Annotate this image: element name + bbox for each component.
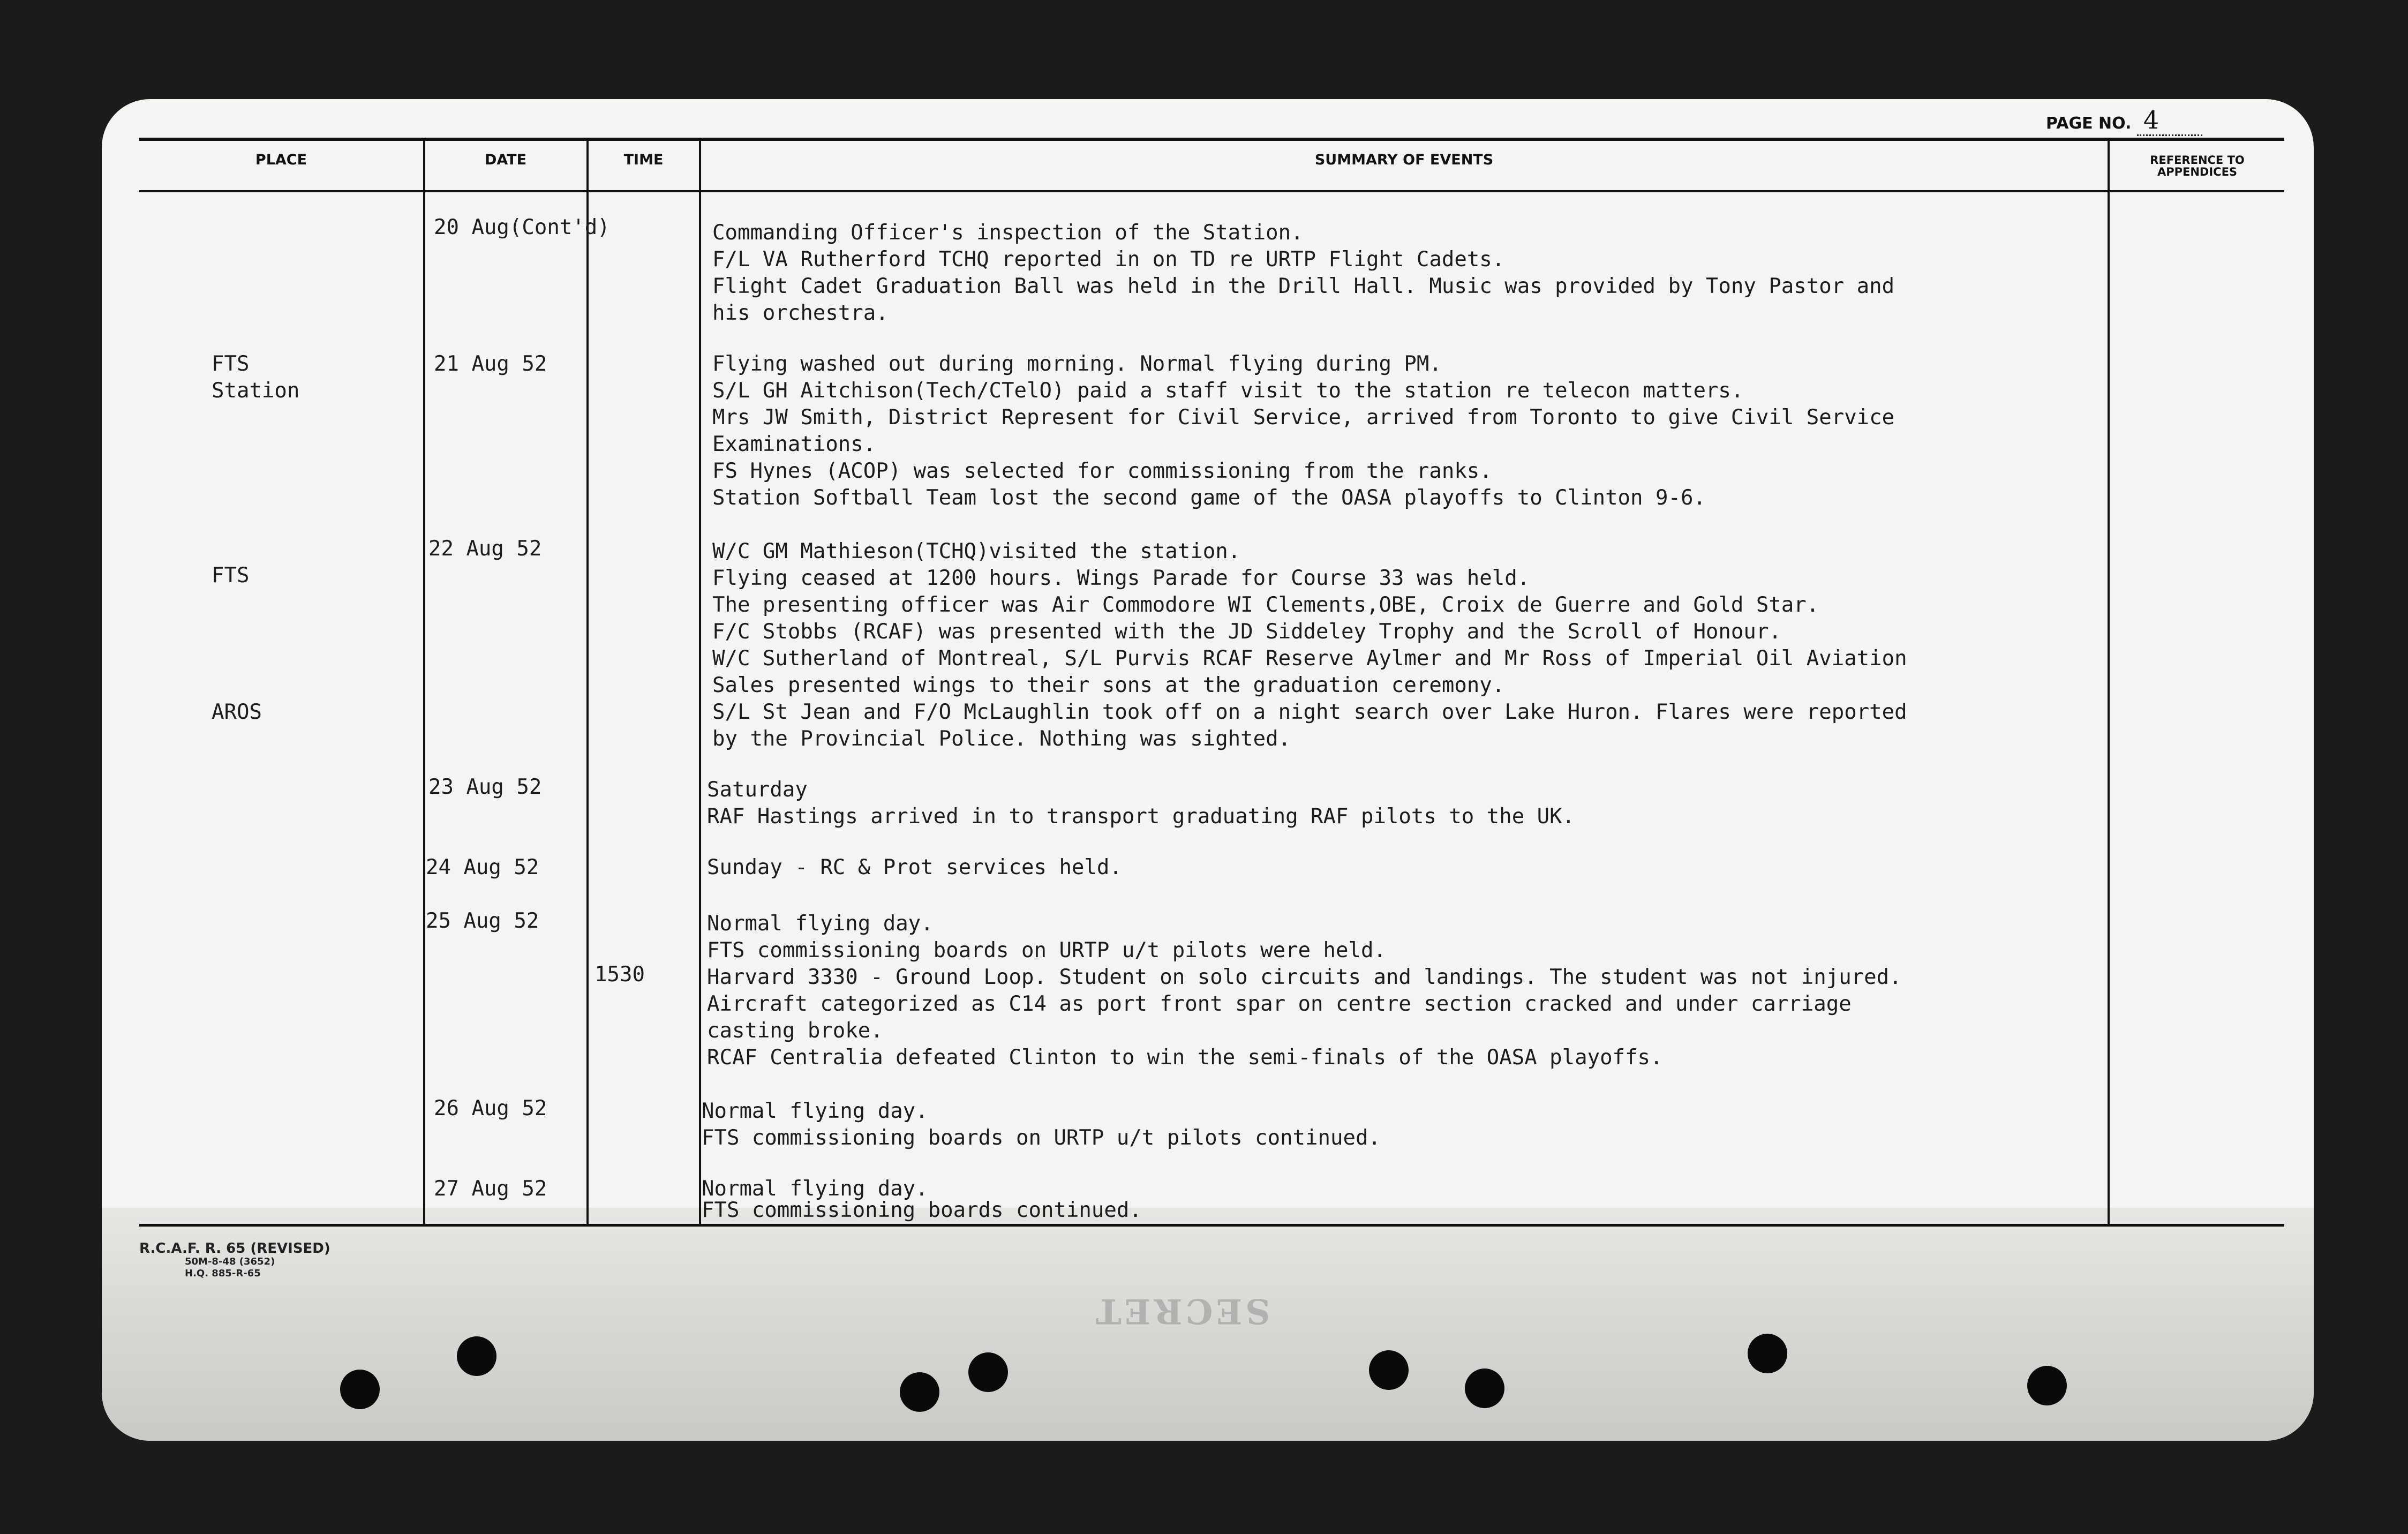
summary-line: W/C GM Mathieson(TCHQ)visited the station. (712, 539, 1241, 563)
summary-line: W/C Sutherland of Montreal, S/L Purvis RCAF Reserve Aylmer and Mr Ross of Imperial Oil Aviation (712, 646, 1907, 671)
punch-hole (1748, 1334, 1787, 1373)
summary-line: Normal flying day. (707, 912, 934, 936)
punch-hole (340, 1370, 380, 1409)
column-rule-date-time (586, 138, 589, 1225)
summary-line: his orchestra. (712, 301, 889, 325)
header-reference-line1: REFERENCE TO (2150, 154, 2245, 167)
summary-line: RAF Hastings arrived in to transport graduating RAF pilots to the UK. (707, 804, 1575, 829)
entry-summary (712, 220, 1894, 327)
summary-line: Harvard 3330 - Ground Loop. Student on solo circuits and landings. The student was not injured. (707, 965, 1902, 989)
header-reference (2110, 154, 2284, 178)
entry-place (212, 351, 299, 404)
entry-summary (712, 699, 1907, 753)
summary-line: Normal flying day. (702, 1099, 928, 1123)
punch-hole (968, 1352, 1008, 1392)
summary-line: Flying ceased at 1200 hours. Wings Parade for Course 33 was held. (712, 566, 1530, 590)
column-rule-summary-reference (2108, 138, 2110, 1225)
column-rule-place-date (423, 138, 425, 1225)
bottom-rule (139, 1224, 2284, 1227)
header-rule (139, 190, 2284, 192)
entry-time: 1530 (595, 962, 645, 987)
summary-line: F/C Stobbs (RCAF) was presented with the JD Siddeley Trophy and the Scroll of Honour. (712, 620, 1781, 644)
summary-line: The presenting officer was Air Commodore WI Clements,OBE, Croix de Guerre and Gold Star. (712, 593, 1819, 617)
summary-line: FTS commissioning boards continued. (702, 1198, 1142, 1222)
summary-line: Flying washed out during morning. Normal flying during PM. (712, 352, 1442, 376)
summary-line: Saturday (707, 778, 808, 802)
entry-date: 22 Aug 52 (428, 537, 542, 561)
punch-hole (1369, 1350, 1409, 1390)
summary-line: Aircraft categorized as C14 as port front spar on centre section cracked and under carriage (707, 992, 1852, 1016)
page-number-value: 4 (2137, 106, 2202, 136)
header-place: PLACE (255, 152, 307, 168)
entry-summary (712, 351, 1894, 512)
column-rule-time-summary (699, 138, 701, 1225)
bleed-through-stamp: SECRET (1093, 1291, 1270, 1331)
punch-hole (457, 1336, 496, 1376)
header-summary: SUMMARY OF EVENTS (1314, 152, 1494, 168)
entry-summary (702, 1098, 1381, 1152)
entry-date: 23 Aug 52 (428, 775, 542, 799)
entry-date: 26 Aug 52 (434, 1096, 547, 1121)
punch-hole (1465, 1368, 1504, 1408)
summary-line: F/L VA Rutherford TCHQ reported in on TD re URTP Flight Cadets. (712, 247, 1505, 272)
entry-place (212, 699, 262, 726)
punch-hole (900, 1372, 939, 1412)
form-footer (139, 1241, 330, 1280)
entry-date: 21 Aug 52 (434, 352, 547, 376)
summary-line: S/L St Jean and F/O McLaughlin took off on a night search over Lake Huron. Flares were reported (712, 700, 1907, 724)
entry-date: 27 Aug 52 (434, 1177, 547, 1201)
summary-line: S/L GH Aitchison(Tech/CTelO) paid a staff visit to the station re telecon matters. (712, 379, 1744, 403)
entry-summary (712, 538, 1907, 699)
summary-line: Normal flying day. (702, 1177, 928, 1201)
entry-summary (707, 854, 1122, 881)
summary-line: FTS commissioning boards on URTP u/t pilots were held. (707, 938, 1386, 962)
summary-line: Sunday - RC & Prot services held. (707, 855, 1122, 879)
entry-summary (707, 964, 1902, 1071)
summary-line: Commanding Officer's inspection of the Station. (712, 221, 1304, 245)
top-rule (139, 138, 2284, 141)
entry-summary (702, 1178, 1142, 1221)
summary-line: Flight Cadet Graduation Ball was held in the Drill Hall. Music was provided by Tony Pastor and (712, 274, 1895, 298)
summary-line: by the Provincial Police. Nothing was sighted. (712, 727, 1291, 751)
summary-line: Mrs JW Smith, District Represent for Civil Service, arrived from Toronto to give Civil Service (712, 405, 1895, 430)
entry-place (212, 562, 249, 589)
summary-line: Sales presented wings to their sons at the graduation ceremony. (712, 673, 1505, 697)
place-line: FTS (212, 563, 250, 588)
header-reference-line2: APPENDICES (2157, 166, 2238, 178)
form-hq-line: H.Q. 885-R-65 (185, 1268, 261, 1279)
page-number (2046, 106, 2202, 136)
entry-summary (707, 911, 1386, 964)
summary-line: RCAF Centralia defeated Clinton to win the semi-finals of the OASA playoffs. (707, 1046, 1663, 1070)
entry-summary (707, 777, 1575, 830)
header-time: TIME (623, 152, 664, 168)
entry-date: 24 Aug 52 (426, 855, 539, 879)
summary-line: casting broke. (707, 1019, 883, 1043)
header-date: DATE (484, 152, 527, 168)
summary-line: FS Hynes (ACOP) was selected for commissioning from the ranks. (712, 459, 1492, 483)
summary-line: Examinations. (712, 432, 876, 456)
entry-date: 25 Aug 52 (426, 909, 539, 933)
summary-line: Station Softball Team lost the second game of the OASA playoffs to Clinton 9-6. (712, 486, 1706, 510)
place-line: Station (212, 379, 300, 403)
place-line: FTS (212, 352, 250, 376)
summary-line: FTS commissioning boards on URTP u/t pilots continued. (702, 1126, 1381, 1150)
form-print-line: 50M-8-48 (3652) (185, 1256, 275, 1267)
form-id: R.C.A.F. R. 65 (REVISED) (139, 1240, 330, 1257)
diary-page-card (102, 99, 2314, 1441)
punch-hole (2027, 1366, 2067, 1405)
page-number-label: PAGE NO. (2046, 114, 2132, 133)
entry-date: 20 Aug(Cont'd) (434, 215, 610, 239)
place-line: AROS (212, 700, 262, 724)
